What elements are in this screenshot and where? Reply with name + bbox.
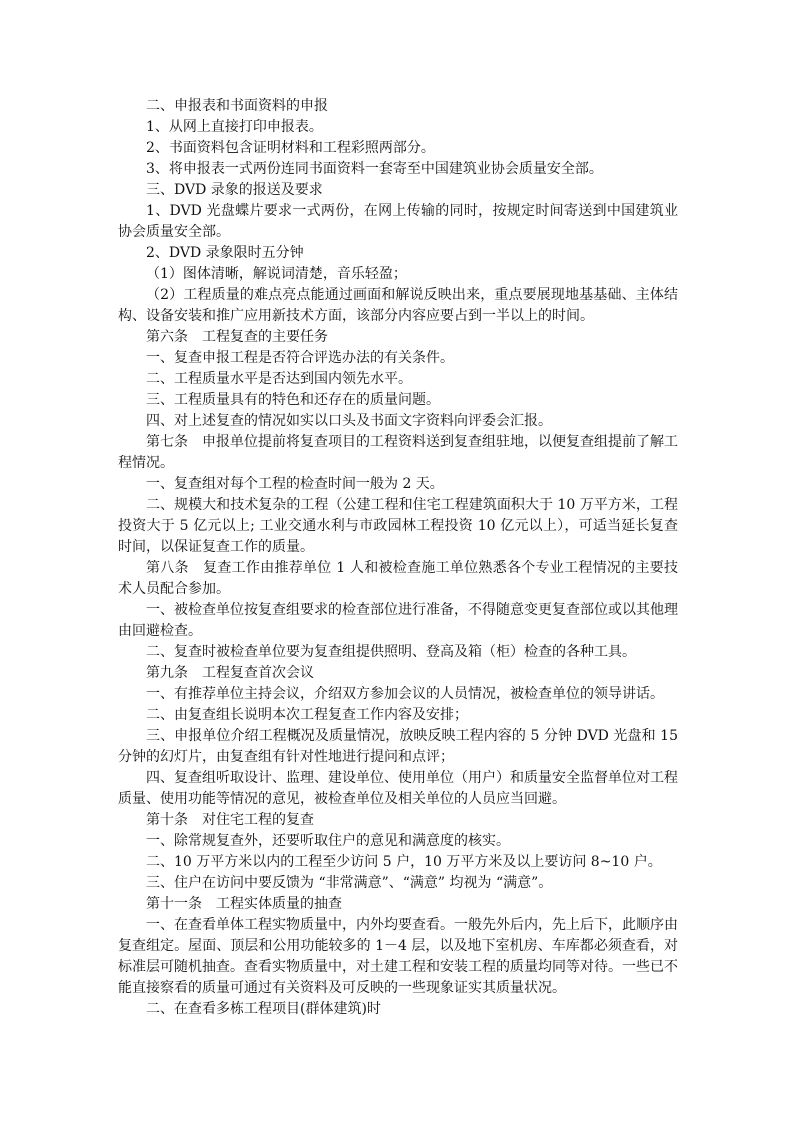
paragraph: 三、住户在访问中要反馈为 “非常满意”、“满意” 均视为 “满意”。 [146, 875, 553, 891]
paragraph: 一、在查看单体工程实物质量中，内外均要查看。一般先外后内，先上后下，此顺序由复查组定。屋面、顶层和公用功能较多的 1－4 层，以及地下室机房、车库都必须查看，对标准层可随机抽查。查看实物质量中，对土建工程和安装工程的质量均同等对待。一些已不能直接察看的质量可通过有关资料及可反映的一些现象证实其质量状况。 [118, 917, 678, 996]
paragraph: 2、DVD 录象限时五分钟 [146, 245, 304, 261]
paragraph: 三、申报单位介绍工程概况及质量情况，放映反映工程内容的 5 分钟 DVD 光盘和 15 分钟的幻灯片，由复查组有针对性地进行提问和点评； [118, 728, 678, 765]
paragraph: 二、申报表和书面资料的申报 [146, 98, 328, 114]
paragraph: 一、除常规复查外，还要听取住户的意见和满意度的核实。 [146, 833, 510, 849]
paragraph: 1、DVD 光盘蝶片要求一式两份，在网上传输的同时，按规定时间寄送到中国建筑业协会质量安全部。 [118, 203, 678, 240]
paragraph: 二、工程质量水平是否达到国内领先水平。 [146, 371, 412, 387]
paragraph: 第十条 对住宅工程的复查 [146, 812, 314, 828]
paragraph: 第十一条 工程实体质量的抽查 [146, 896, 342, 912]
paragraph: 一、复查组对每个工程的检查时间一般为 2 天。 [146, 476, 444, 492]
paragraph: 3、将申报表一式两份连同书面资料一套寄至中国建筑业协会质量安全部。 [146, 161, 603, 177]
paragraph: 第六条 工程复查的主要任务 [146, 329, 328, 345]
paragraph: （1）图体清晰，解说词清楚，音乐轻盈； [146, 266, 407, 282]
paragraph: 第七条 申报单位提前将复查项目的工程资料送到复查组驻地，以便复查组提前了解工程情况。 [118, 434, 678, 471]
paragraph: 四、对上述复查的情况如实以口头及书面文字资料向评委会汇报。 [146, 413, 552, 429]
paragraph: 一、被检查单位按复查组要求的检查部位进行准备，不得随意变更复查部位或以其他理由回避检查。 [118, 602, 678, 639]
document-page [118, 96, 678, 1020]
paragraph: 第八条 复查工作由推荐单位 1 人和被检查施工单位熟悉各个专业工程情况的主要技术人员配合参加。 [118, 560, 678, 597]
paragraph: 四、复查组听取设计、监理、建设单位、使用单位（用户）和质量安全监督单位对工程质量、使用功能等情况的意见，被检查单位及相关单位的人员应当回避。 [118, 770, 678, 807]
paragraph: 二、规模大和技术复杂的工程（公建工程和住宅工程建筑面积大于 10 万平方米，工程投资大于 5 亿元以上; 工业交通水利与市政园林工程投资 10 亿元以上），可适当延长复查时间，以保证复查工作的质量。 [118, 497, 678, 555]
paragraph: 第九条 工程复查首次会议 [146, 665, 314, 681]
paragraph: （2）工程质量的难点亮点能通过画面和解说反映出来，重点要展现地基基础、主体结构、设备安装和推广应用新技术方面，该部分内容应要占到一半以上的时间。 [118, 287, 678, 324]
paragraph: 三、工程质量具有的特色和还存在的质量问题。 [146, 392, 440, 408]
paragraph: 2、书面资料包含证明材料和工程彩照两部分。 [146, 140, 435, 156]
paragraph: 二、在查看多栋工程项目(群体建筑)时 [146, 1001, 381, 1017]
paragraph: 1、从网上直接打印申报表。 [146, 119, 323, 135]
paragraph: 三、DVD 录象的报送及要求 [146, 182, 323, 198]
paragraph: 一、有推荐单位主持会议，介绍双方参加会议的人员情况，被检查单位的领导讲话。 [146, 686, 664, 702]
paragraph: 二、10 万平方米以内的工程至少访问 5 户，10 万平方米及以上要访问 8~10 户。 [146, 854, 662, 870]
paragraph: 二、由复查组长说明本次工程复查工作内容及安排； [146, 707, 468, 723]
paragraph: 二、复查时被检查单位要为复查组提供照明、登高及箱（柜）检查的各种工具。 [146, 644, 636, 660]
paragraph: 一、复查申报工程是否符合评选办法的有关条件。 [146, 350, 454, 366]
